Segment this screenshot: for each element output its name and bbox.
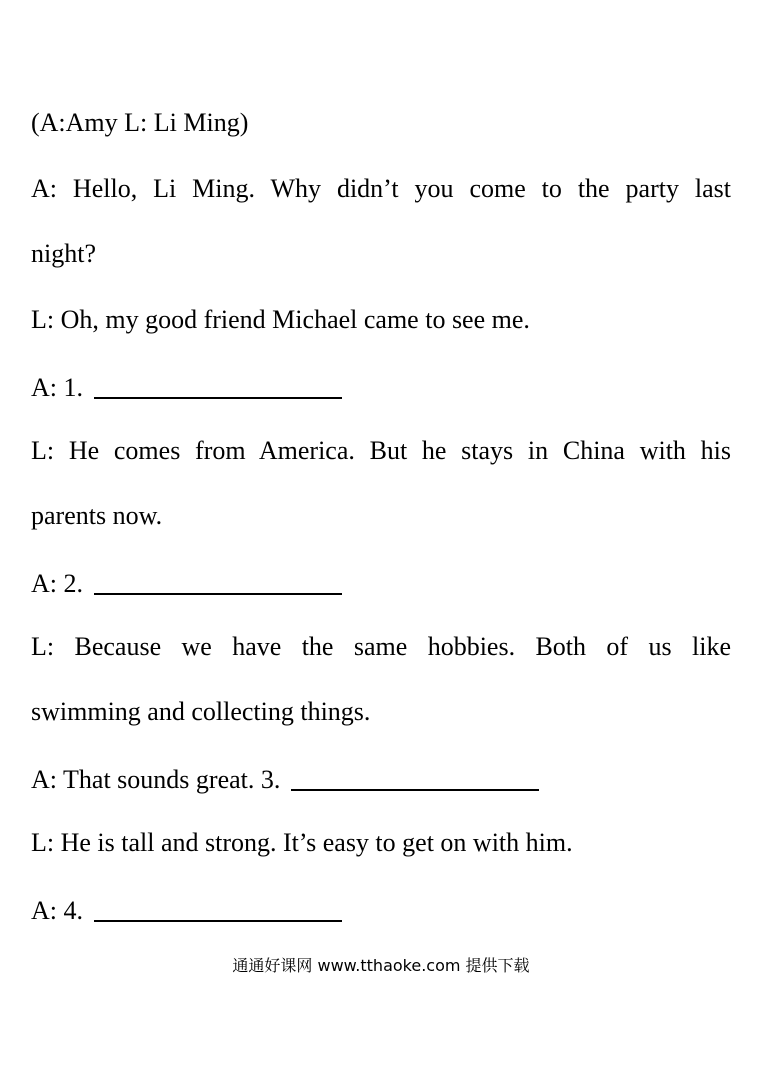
dialogue-line-6-part-2: swimming and collecting things. (31, 697, 371, 726)
answer-blank-1[interactable] (94, 373, 342, 399)
answer-blank-2[interactable] (94, 569, 342, 595)
dialogue-line-2: L: Oh, my good friend Michael came to see me. (31, 305, 530, 334)
question-1-label: A: 1. (31, 373, 83, 402)
dialogue-line-1-part-2: night? (31, 239, 96, 268)
question-4-label: A: 4. (31, 896, 83, 925)
dialogue-line-8: L: He is tall and strong. It’s easy to get on with him. (31, 828, 573, 857)
speaker-legend: (A:Amy L: Li Ming) (31, 108, 249, 137)
dialogue-line-4-part-1: L: He comes from America. But he stays in China with his (31, 436, 731, 465)
question-3-row (31, 762, 731, 795)
dialogue-line-6-part-1: L: Because we have the same hobbies. Both of us like (31, 632, 731, 661)
answer-blank-4[interactable] (94, 896, 342, 922)
question-2-label: A: 2. (31, 569, 83, 598)
dialogue-line-1-part-1: A: Hello, Li Ming. Why didn’t you come to the party last (31, 174, 731, 203)
answer-blank-3[interactable] (291, 765, 539, 791)
dialogue-line-4-part-2: parents now. (31, 501, 163, 530)
footer-source-text: 通通好课网 www.tthaoke.com 提供下载 (232, 956, 530, 975)
question-3-label: A: That sounds great. 3. (31, 765, 281, 794)
question-4-row (31, 893, 731, 926)
question-2-row (31, 566, 731, 599)
question-1-row (31, 370, 731, 403)
